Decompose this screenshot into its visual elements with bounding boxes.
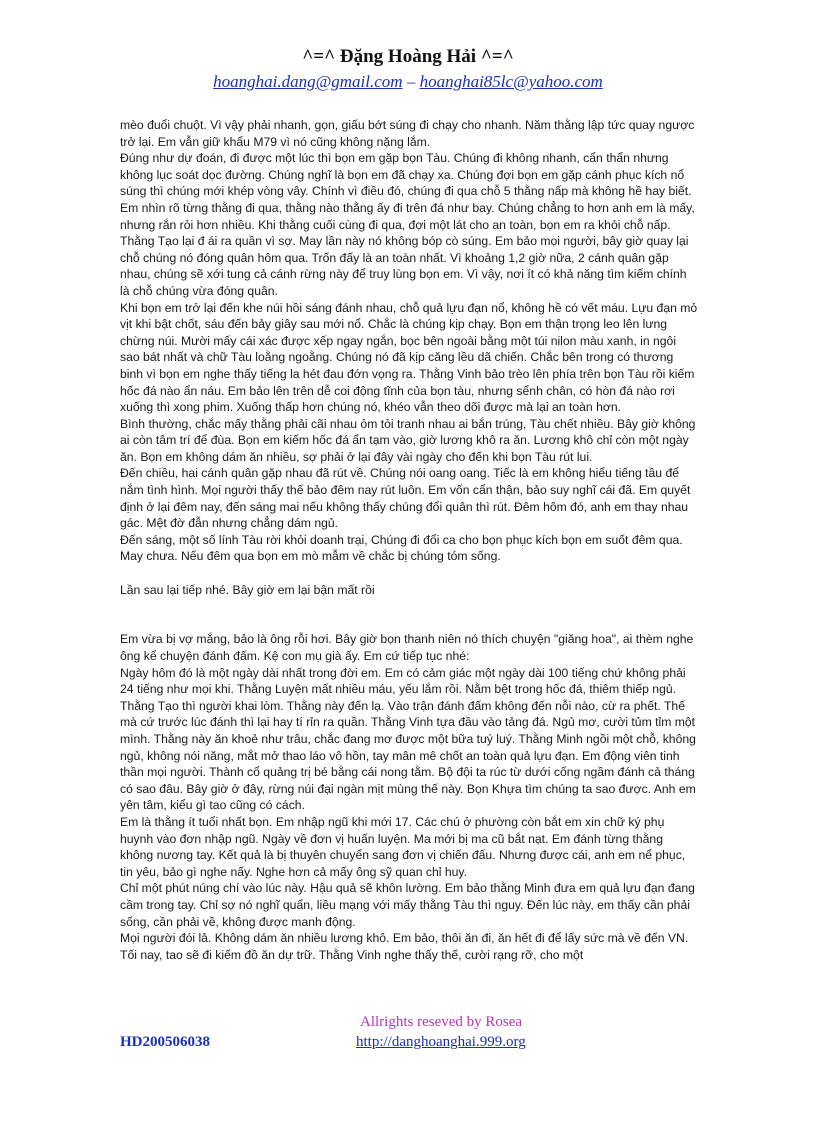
paragraph: Em là thằng ít tuổi nhất bọn. Em nhập ngũ khi mới 17. Các chú ở phường còn bắt em xin chữ ký phụ huynh vào đơn nhập ngũ. Ngày về đơn vị huấn luyện. Ma mới bị ma cũ bắt nạt. Em đánh từng thằng không nương tay. Kết quả là bị thuyên chuyển sang đơn vị chiến đấu. Nhưng được cái, anh em nể phục, tin yêu, bảo gì nghe nấy. Nghe hơn cả mấy ông sỹ quan chỉ huy. (120, 814, 686, 879)
email-separator: – (402, 72, 420, 91)
paragraph: Ngày hôm đó là một ngày dài nhất trong đời em. Em có cảm giác một ngày dài 100 tiếng chứ không phải 24 tiếng như mọi khi. Thằng Luyện mất nhiều máu, yếu lắm rồi. Nằm bệt trong hốc đá, thiêm thiếp ngủ. Thằng Tạo thì người khai lòm. Thằng này đến lạ. Vào trận đánh đấm không đến nỗi nào, cừ ra phết. Thế mà cứ trước lúc đánh thì lại hay tí rỉn ra quần. Thằng Vinh tựa đầu vào tảng đá. Ngủ mơ, cười tủm tỉm một mình. Thằng này ăn khoẻ như trâu, chắc đang mơ được một bữa tuý luý. Thằng Minh ngồi một chỗ, không ngủ, không nói năng, mắt mở thao láo vô hồn, tay mân mê chốt an toàn quả lựu đạn. Em động viên tinh thần mọi người. Thành cổ quảng trị bé bằng cái nong tằm. Bộ đội ta rúc từ dưới cống ngầm đánh cả tháng có sao đâu. Bây giờ ở đây, rừng núi đại ngàn mịt mùng thế này. Bọn Khựa tìm chúng ta sao được. Anh em yên tâm, kiểu gì tao cũng có cách. (120, 665, 696, 813)
blank-line (120, 615, 698, 632)
paragraph: Đến sáng, một số lính Tàu rời khỏi doanh trại, Chúng đi đổi ca cho bọn phục kích bọn em suốt đêm qua. May chưa. Nếu đêm qua bọn em mò mẫm về chắc bị chúng tóm sống. (120, 532, 683, 564)
document-code: HD200506038 (120, 1034, 210, 1050)
blank-line (120, 565, 698, 582)
story-text (120, 117, 698, 963)
author-emails (0, 70, 816, 94)
author-title: ^=^ Đặng Hoàng Hải ^=^ (302, 46, 514, 67)
paragraph: Lần sau lại tiếp nhé. Bây giờ em lại bận mất rồi (120, 582, 375, 597)
paragraph: Đúng như dự đoán, đi được một lúc thì bọn em gặp bọn Tàu. Chúng đi không nhanh, cẩn thẩn nhưng không lục soát dọc đường. Chúng nghĩ là bọn em đã chạy xa. Chúng đợi bọn em gặp cánh phục kích nổ súng thì chúng mới khép vòng vây. Chính vì điều đó, chúng đi qua chỗ 5 thằng nấp mà không hề hay biết. Em nhìn rõ từng thằng đi qua, thằng nào thằng ấy đi trên đá như bay. Chúng chẳng to hơn anh em là mấy, nhưng rắn rỏi hơn nhiều. Khi thằng cuối cùng đi qua, đợi một lát cho an toàn, bọn em ra khỏi chỗ nấp. Thằng Tạo lại đ ái ra quần vì sợ. May lần này nó không bóp cò súng. Em bảo mọi người, bây giờ quay lại chỗ chúng nó đóng quân hôm qua. Trốn đấy là an toàn nhất. Vì khoảng 1,2 giờ nữa, 2 cánh quân gặp nhau, chúng sẽ xới tung cả cánh rừng này để truy lùng bọn em. Vì vậy, nơi ít có khả năng tìm kiếm chính là chỗ chúng vừa đóng quân. (120, 151, 695, 298)
email-link-gmail[interactable]: hoanghai.dang@gmail.com (213, 72, 403, 91)
page-header (0, 45, 816, 94)
paragraph: Em vừa bị vợ mắng, bảo là ông rỗi hơi. Bây giờ bọn thanh niên nó thích chuyện "giăng hoa", ai thèm nghe ông kể chuyện đánh đấm. Kệ con mụ già ấy. Em cứ tiếp tục nhé: (120, 632, 694, 663)
paragraph: Chỉ một phút núng chí vào lúc này. Hậu quả sẽ khôn lường. Em bảo thằng Minh đưa em quả lựu đạn đang cầm trong tay. Chỉ sợ nó nghĩ quẩn, liều mạng với mấy thằng Tàu thì nguy. Đến lúc này, em thấy cần phải sống, cần phải về, không được manh động. (120, 881, 695, 929)
paragraph: Mọi người đói lả. Không dám ăn nhiều lương khô. Em bảo, thôi ăn đi, ăn hết đi để lấy sức mà về đến VN. Tối nay, tao sẽ đi kiếm đồ ăn dự trữ. Thằng Vinh nghe thấy thế, cười rạng rỡ, cho một (120, 931, 689, 962)
website-link[interactable]: http://danghoanghai.999.org (356, 1034, 526, 1050)
copyright-notice: Allrights reseved by Rosea (360, 1014, 523, 1030)
blank-line (120, 598, 698, 615)
paragraph: mèo đuổi chuột. Vì vậy phải nhanh, gọn, giấu bớt súng đi chạy cho nhanh. Năm thằng lập tức quay ngược trở lại. Em vẫn giữ khẩu M79 vì nó cũng không nặng lắm. (120, 118, 695, 149)
paragraph: Bình thường, chắc mấy thằng phải cãi nhau ỏm tỏi tranh nhau ai bắn trúng, Tàu chết nhiều. Bây giờ không ai còn tâm trí để đùa. Bọn em kiếm hốc đá ẩn tạm vào, giờ lương khô ra ăn. Lương khô chỉ còn một ngày ăn. Bọn em không dám ăn nhiều, sợ phải ở lại đây vài ngày cho đến khi bọn Tàu rút lui. (120, 416, 696, 464)
email-link-yahoo[interactable]: hoanghai85lc@yahoo.com (419, 72, 603, 91)
paragraph: Khi bọn em trở lại đến khe núi hồi sáng đánh nhau, chỗ quả lựu đạn nổ, không hề có vết máu. Lựu đạn mỏ vịt khi bật chốt, sáu đến bảy giây sau mới nổ. Chắc là chúng kịp chạy. Bọn em thận trọng leo lên lưng chừng núi. Mười mấy cái xác được xếp ngay ngắn, bọc bên ngoài bằng một túi nilon màu xanh, in ngôi sao bát nhất và chữ Tàu loằng ngoằng. Chúng nó đã kịp căng lều dã chiến. Chắc bên trong có thương binh vì bọn em nghe thấy tiếng la hét đau đớn vọng ra. Thằng Vinh bảo trèo lên phía trên bọn Tàu rồi kiếm hốc đá nào ẩn náu. Em bảo lên trên dễ coi động tĩnh của bọn tàu, nhưng sểnh chân, có hòn đá nào rơi xuống thì xong phim. Xuống thấp hơn chúng nó, khéo vẫn theo dõi được mà lại an toàn hơn. (120, 300, 698, 415)
paragraph: Đến chiều, hai cánh quân gặp nhau đã rút về. Chúng nói oang oang. Tiếc là em không hiểu tiếng tầu để nắm tình hình. Mọi người thấy thế bảo đêm nay rút luôn. Em vốn cẩn thận, bảo suy nghĩ cái đã. Em quyết định ở lại đêm nay, đến sáng mai nếu không thấy chúng đổi quân thì rút. Đêm hôm đó, anh em thay nhau gác. Mệt đờ đẫn nhưng chẳng dám ngủ. (120, 466, 691, 531)
